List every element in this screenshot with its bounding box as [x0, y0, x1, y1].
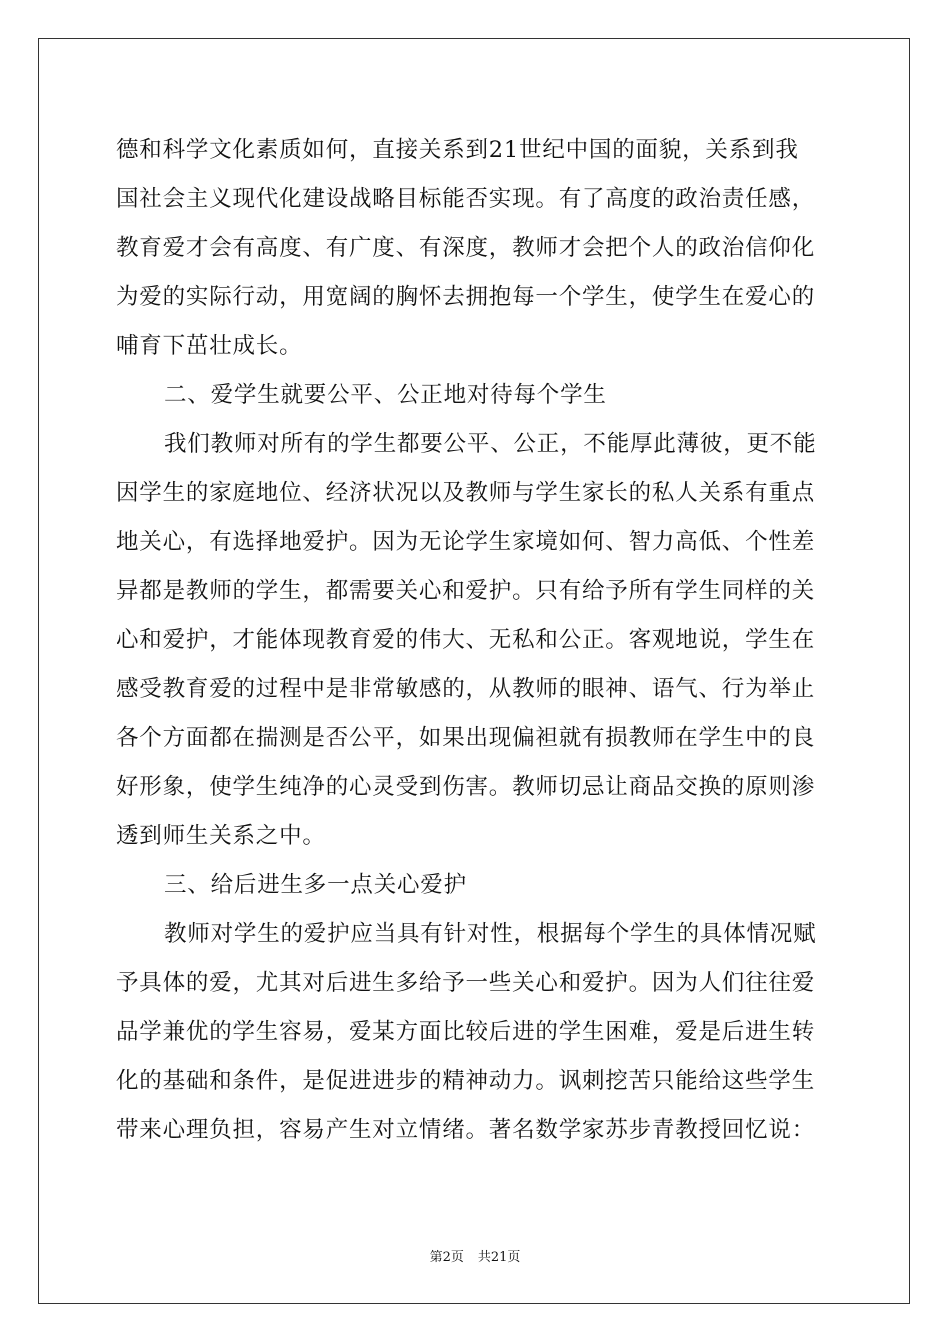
text-line: 地关心，有选择地爱护。因为无论学生家境如何、智力高低、个性差 — [116, 529, 816, 555]
text-line: 国社会主义现代化建设战略目标能否实现。有了高度的政治责任感， — [116, 186, 816, 212]
text-line: 心和爱护，才能体现教育爱的伟大、无私和公正。客观地说，学生在 — [116, 627, 816, 653]
text-line: 我们教师对所有的学生都要公平、公正，不能厚此薄彼，更不能 — [164, 431, 817, 457]
text-line: 化的基础和条件，是促进进步的精神动力。讽刺挖苦只能给这些学生 — [116, 1068, 816, 1094]
text-line: 好形象，使学生纯净的心灵受到伤害。教师切忌让商品交换的原则渗 — [116, 774, 816, 800]
text-line: 异都是教师的学生，都需要关心和爱护。只有给予所有学生同样的关 — [116, 578, 816, 604]
text-line: 教师对学生的爱护应当具有针对性，根据每个学生的具体情况赋 — [164, 921, 817, 947]
page-total: 共21页 — [477, 1250, 521, 1265]
text-line: 二、爱学生就要公平、公正地对待每个学生 — [164, 382, 607, 408]
text-line: 感受教育爱的过程中是非常敏感的，从教师的眼神、语气、行为举止 — [116, 676, 816, 702]
text-line: 予具体的爱，尤其对后进生多给予一些关心和爱护。因为人们往往爱 — [116, 970, 816, 996]
page-number: 第2页 — [429, 1250, 464, 1265]
text-line: 带来心理负担，容易产生对立情绪。著名数学家苏步青教授回忆说： — [116, 1117, 816, 1143]
text-line: 三、给后进生多一点关心爱护 — [164, 872, 467, 898]
text-line: 品学兼优的学生容易，爱某方面比较后进的学生困难，爱是后进生转 — [116, 1019, 816, 1045]
text-line: 哺育下茁壮成长。 — [116, 333, 303, 359]
text-line: 透到师生关系之中。 — [116, 823, 326, 849]
document-body — [116, 126, 836, 1155]
page-footer — [0, 1246, 950, 1265]
text-line: 德和科学文化素质如何，直接关系到21世纪中国的面貌，关系到我 — [116, 137, 799, 163]
text-line: 为爱的实际行动，用宽阔的胸怀去拥抱每一个学生，使学生在爱心的 — [116, 284, 816, 310]
text-line: 各个方面都在揣测是否公平，如果出现偏袒就有损教师在学生中的良 — [116, 725, 816, 751]
text-line: 因学生的家庭地位、经济状况以及教师与学生家长的私人关系有重点 — [116, 480, 816, 506]
text-line: 教育爱才会有高度、有广度、有深度，教师才会把个人的政治信仰化 — [116, 235, 816, 261]
